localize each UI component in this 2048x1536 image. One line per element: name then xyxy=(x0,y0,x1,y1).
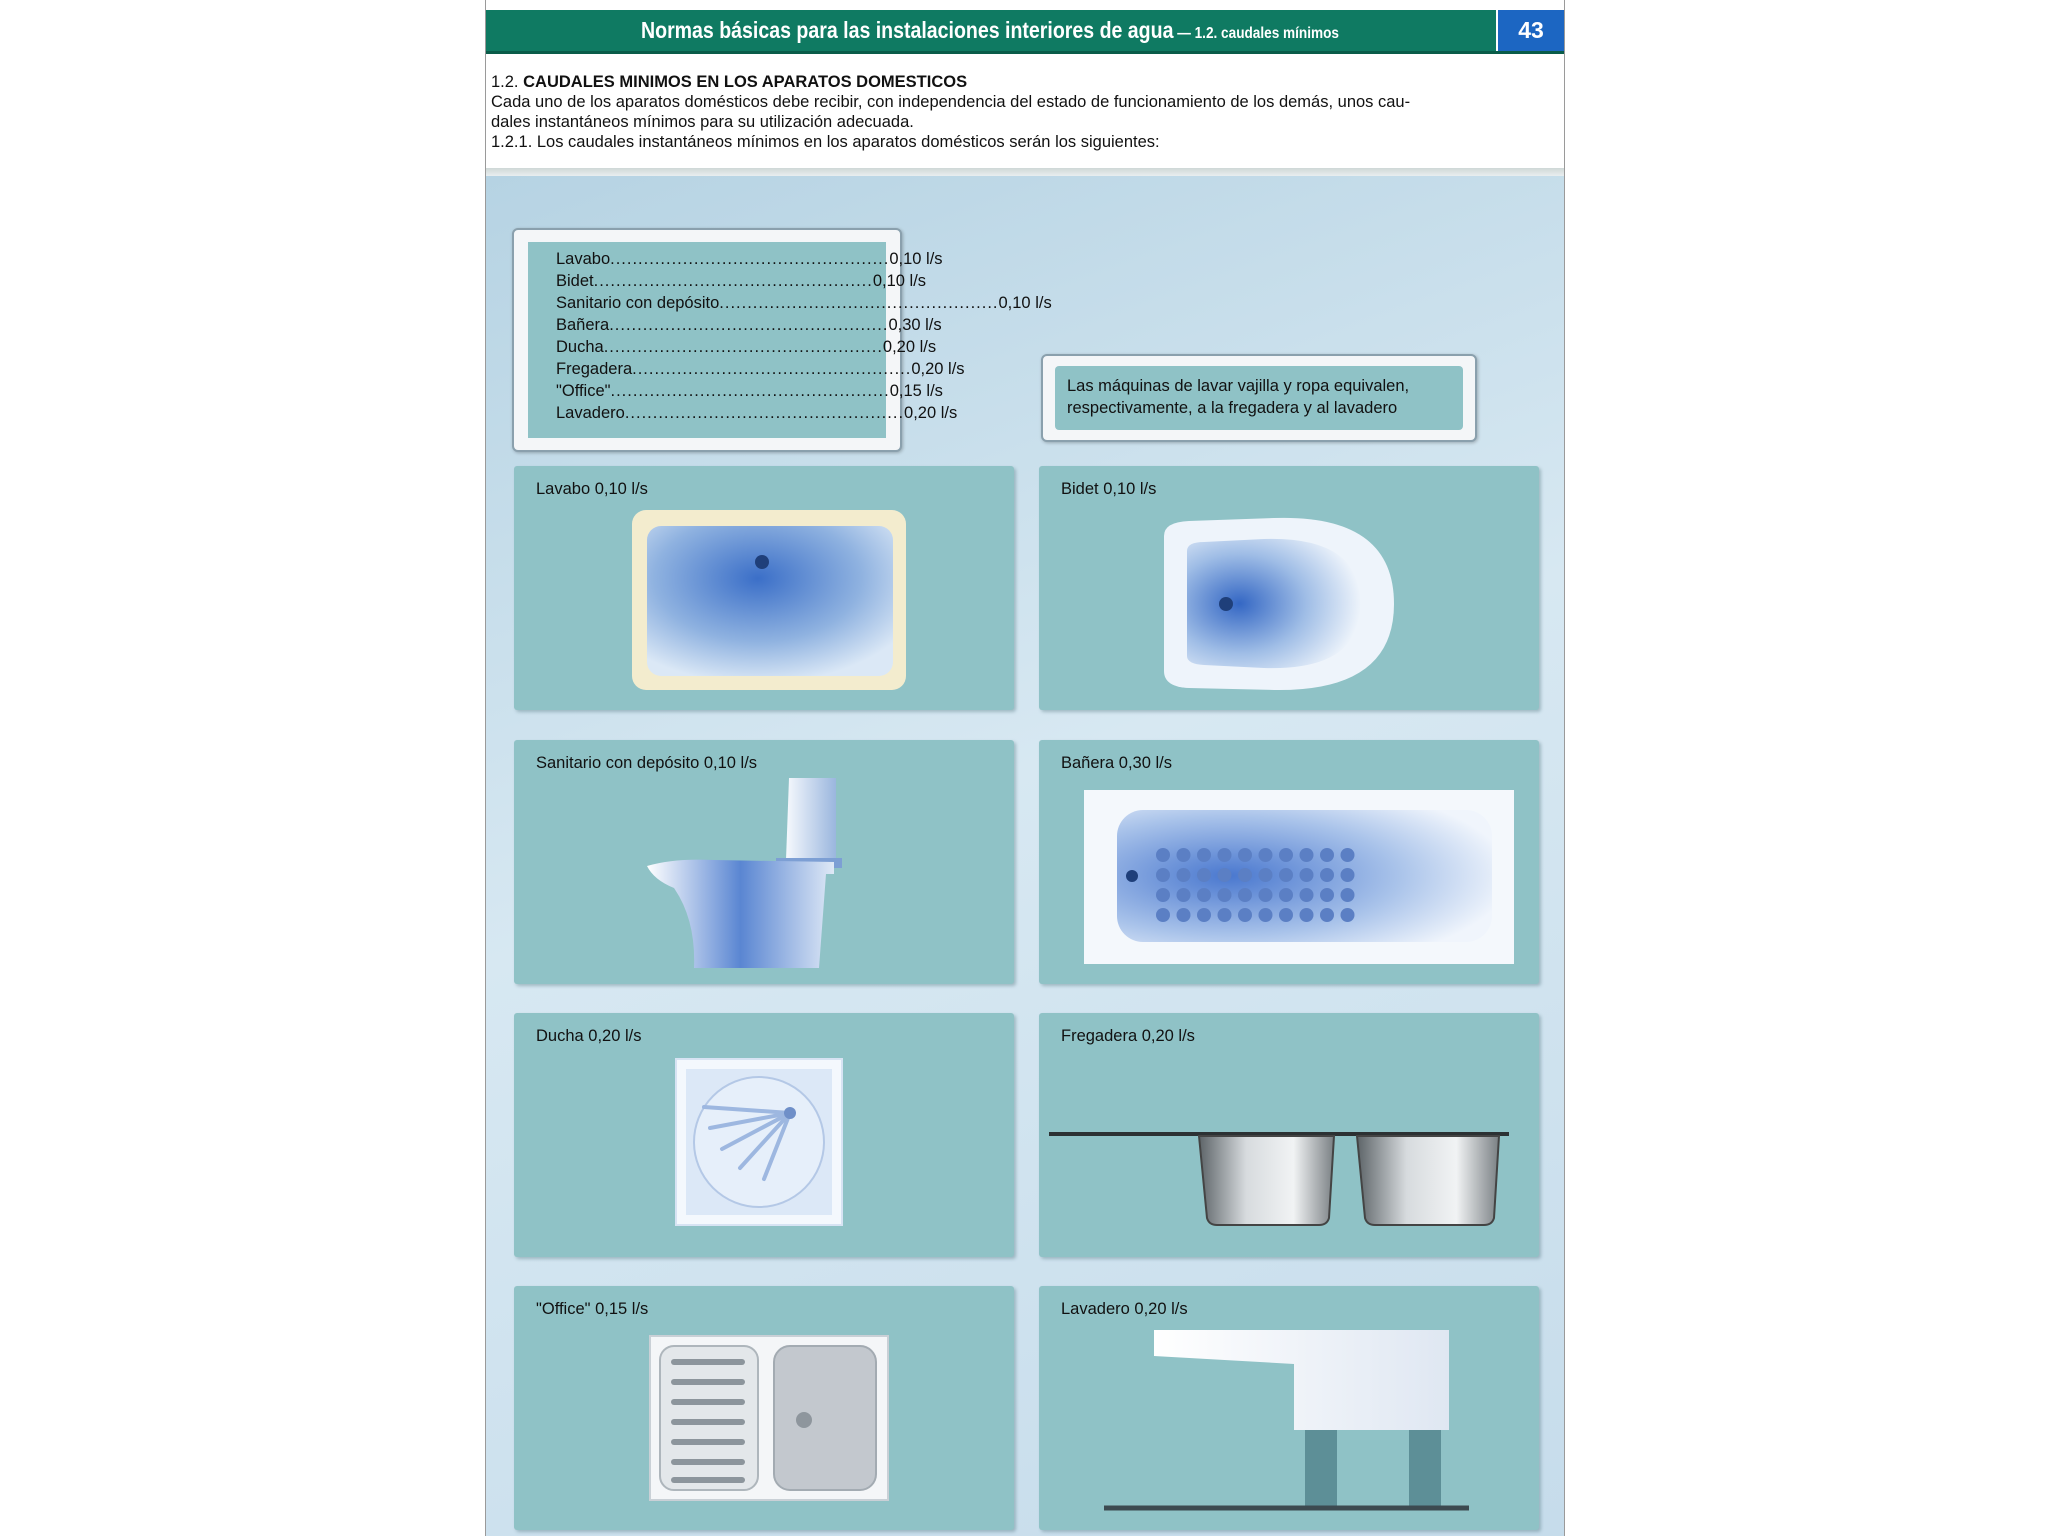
drainer-ribs xyxy=(674,1362,742,1480)
anti-slip-dot xyxy=(1341,868,1355,882)
section-number: 1.2. xyxy=(491,73,524,91)
panel-label: Ducha 0,20 l/s xyxy=(536,1027,642,1045)
anti-slip-dot xyxy=(1300,868,1314,882)
panel-office xyxy=(514,1286,1014,1530)
anti-slip-dot xyxy=(1197,868,1211,882)
intro-line-3: 1.2.1. Los caudales instantáneos mínimos en los aparatos domésticos serán los siguientes: xyxy=(491,133,1160,151)
panel-lavadero xyxy=(1039,1286,1539,1530)
laundry-sink-illustration xyxy=(1039,1286,1539,1530)
flow-row: Ducha .................................................. 0,20 l/s xyxy=(556,337,937,356)
panel-label: Bañera 0,30 l/s xyxy=(1061,754,1172,772)
flow-row: Fregadera .................................................. 0,20 l/s xyxy=(556,359,965,378)
anti-slip-dot xyxy=(1341,888,1355,902)
anti-slip-dot xyxy=(1320,888,1334,902)
kitchen-sink-illustration xyxy=(1039,1013,1539,1257)
panel-lavabo xyxy=(514,466,1014,710)
anti-slip-dot xyxy=(1238,888,1252,902)
appliance-note-body xyxy=(1055,366,1463,430)
panel-label: Lavabo 0,10 l/s xyxy=(536,480,648,498)
anti-slip-dot xyxy=(1279,868,1293,882)
toilet-illustration xyxy=(514,740,1014,984)
flow-row: Sanitario con depósito .................................................. 0,10 l/s xyxy=(556,293,1052,312)
anti-slip-dot xyxy=(1341,908,1355,922)
intro-section xyxy=(491,72,1553,152)
anti-slip-dot xyxy=(1259,868,1273,882)
anti-slip-dot xyxy=(1197,848,1211,862)
anti-slip-dot xyxy=(1259,888,1273,902)
panel-label: "Office" 0,15 l/s xyxy=(536,1300,649,1318)
section-title: CAUDALES MINIMOS EN LOS APARATOS DOMESTICOS xyxy=(523,73,968,91)
appliance-note xyxy=(1041,354,1477,442)
anti-slip-dot xyxy=(1156,868,1170,882)
panel-label: Sanitario con depósito 0,10 l/s xyxy=(536,754,758,772)
anti-slip-dot xyxy=(1300,908,1314,922)
note-line-2: respectivamente, a la fregadera y al lavadero xyxy=(1067,399,1398,417)
document-page xyxy=(485,0,1565,1536)
bathtub-illustration xyxy=(1039,740,1539,984)
anti-slip-dot xyxy=(1341,848,1355,862)
intro-line-2: dales instantáneos mínimos para su utilización adecuada. xyxy=(491,113,914,131)
anti-slip-dot xyxy=(1238,908,1252,922)
anti-slip-dot xyxy=(1197,908,1211,922)
header-title xyxy=(562,10,1419,51)
flow-row: Bañera .................................................. 0,30 l/s xyxy=(556,315,942,334)
panel-ducha xyxy=(514,1013,1014,1257)
flow-rate-table-body xyxy=(528,242,1052,438)
panel-label: Fregadera 0,20 l/s xyxy=(1061,1027,1195,1045)
anti-slip-dot xyxy=(1218,908,1232,922)
flow-row: Lavadero .................................................. 0,20 l/s xyxy=(556,403,958,422)
panel-fregadera xyxy=(1039,1013,1539,1257)
office-sink-illustration xyxy=(514,1286,1014,1530)
anti-slip-dot xyxy=(1300,888,1314,902)
page-number: 43 xyxy=(1496,10,1564,51)
flow-row: Lavabo .................................................. 0,10 l/s xyxy=(556,249,943,268)
panel-label: Lavadero 0,20 l/s xyxy=(1061,1300,1188,1318)
anti-slip-dot xyxy=(1320,848,1334,862)
panel-banera xyxy=(1039,740,1539,984)
anti-slip-dot xyxy=(1259,908,1273,922)
page-header xyxy=(486,10,1564,54)
anti-slip-dot xyxy=(1218,848,1232,862)
anti-slip-dot xyxy=(1238,868,1252,882)
anti-slip-dot xyxy=(1320,908,1334,922)
anti-slip-dot xyxy=(1197,888,1211,902)
anti-slip-dot xyxy=(1300,848,1314,862)
panel-bidet xyxy=(1039,466,1539,710)
anti-slip-dot xyxy=(1238,848,1252,862)
section-heading xyxy=(491,72,1553,92)
header-title-text: Normas básicas para las instalaciones interiores de agua xyxy=(641,17,1174,43)
anti-slip-dot xyxy=(1177,868,1191,882)
anti-slip-dot xyxy=(1279,908,1293,922)
anti-slip-dot xyxy=(1218,888,1232,902)
flow-row: "Office" .................................................. 0,15 l/s xyxy=(556,381,943,400)
anti-slip-dot xyxy=(1156,908,1170,922)
anti-slip-dot xyxy=(1259,848,1273,862)
flow-rate-table xyxy=(512,228,1052,452)
anti-slip-dot xyxy=(1320,868,1334,882)
flow-row: Bidet .................................................. 0,10 l/s xyxy=(556,271,927,290)
anti-slip-dot xyxy=(1156,888,1170,902)
panel-label: Bidet 0,10 l/s xyxy=(1061,480,1157,498)
anti-slip-dot xyxy=(1218,868,1232,882)
header-subtitle: — 1.2. caudales mínimos xyxy=(1173,25,1339,42)
shower-tray-illustration xyxy=(514,1013,1014,1257)
anti-slip-dot xyxy=(1279,888,1293,902)
intro-line-1: Cada uno de los aparatos domésticos debe recibir, con independencia del estado de funcionamiento de los demás, unos cau- xyxy=(491,93,1411,111)
bidet-illustration xyxy=(1039,466,1539,710)
intro-divider xyxy=(486,168,1564,176)
anti-slip-dot xyxy=(1156,848,1170,862)
washbasin-illustration xyxy=(514,466,1014,710)
anti-slip-dot xyxy=(1177,908,1191,922)
anti-slip-dot xyxy=(1177,888,1191,902)
anti-slip-dot xyxy=(1279,848,1293,862)
anti-slip-dot xyxy=(1177,848,1191,862)
panel-sanitario xyxy=(514,740,1014,984)
illustration-area xyxy=(486,176,1564,1536)
note-line-1: Las máquinas de lavar vajilla y ropa equivalen, xyxy=(1067,377,1410,395)
